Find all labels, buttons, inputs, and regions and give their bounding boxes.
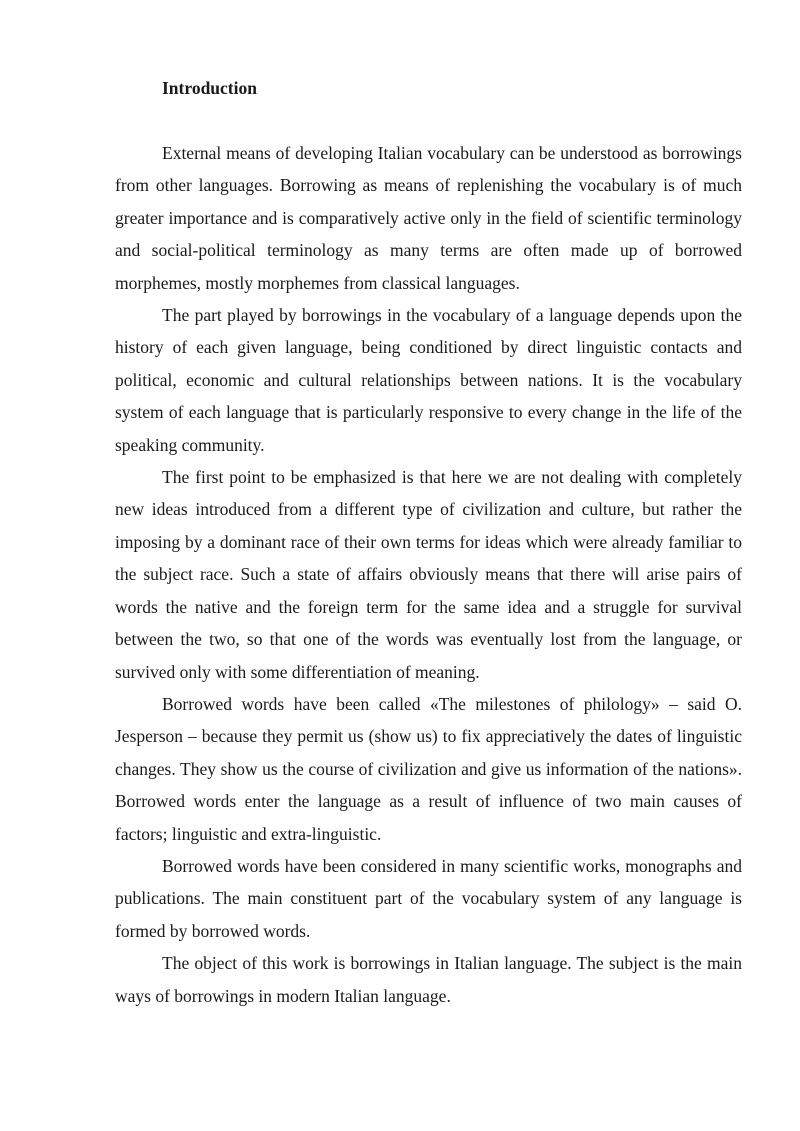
section-heading: Introduction (162, 78, 257, 98)
body-text (115, 137, 742, 1012)
paragraph-3: The first point to be emphasized is that here we are not dealing with completely new ideas introduced from a different type of civilization and culture, but rather the imposing by a dominant race of their own terms for ideas which were already familiar to the subject race. Such a state of affairs obviously means that there will arise pairs of words the native and the foreign term for the same idea and a struggle for survival between the two, so that one of the words was eventually lost from the language, or survived only with some differentiation of meaning. (115, 467, 742, 682)
paragraph-2: The part played by borrowings in the vocabulary of a language depends upon the history of each given language, being conditioned by direct linguistic contacts and political, economic and cultural relationships between nations. It is the vocabulary system of each language that is particularly responsive to every change in the life of the speaking community. (115, 305, 742, 455)
paragraph-4: Borrowed words have been called «The milestones of philology» – said O. Jesperson – because they permit us (show us) to fix appreciatively the dates of linguistic changes. They show us the course of civilization and give us information of the nations». Borrowed words enter the language as a result of influence of two main causes of factors; linguistic and extra-linguistic. (115, 693, 742, 844)
paragraph-6: The object of this work is borrowings in Italian language. The subject is the main ways of borrowings in modern Italian language. (115, 953, 742, 1006)
paragraph-5: Borrowed words have been considered in many scientific works, monographs and publications. The main constituent part of the vocabulary system of any language is formed by borrowed words. (115, 855, 742, 941)
paragraph-1: External means of developing Italian vocabulary can be understood as borrowings from other languages. Borrowing as means of replenishing the vocabulary is of much greater importance and is comparatively active only in the field of scientific terminology and social-political terminology as many terms are often made up of borrowed morphemes, mostly morphemes from classical languages. (115, 143, 742, 293)
